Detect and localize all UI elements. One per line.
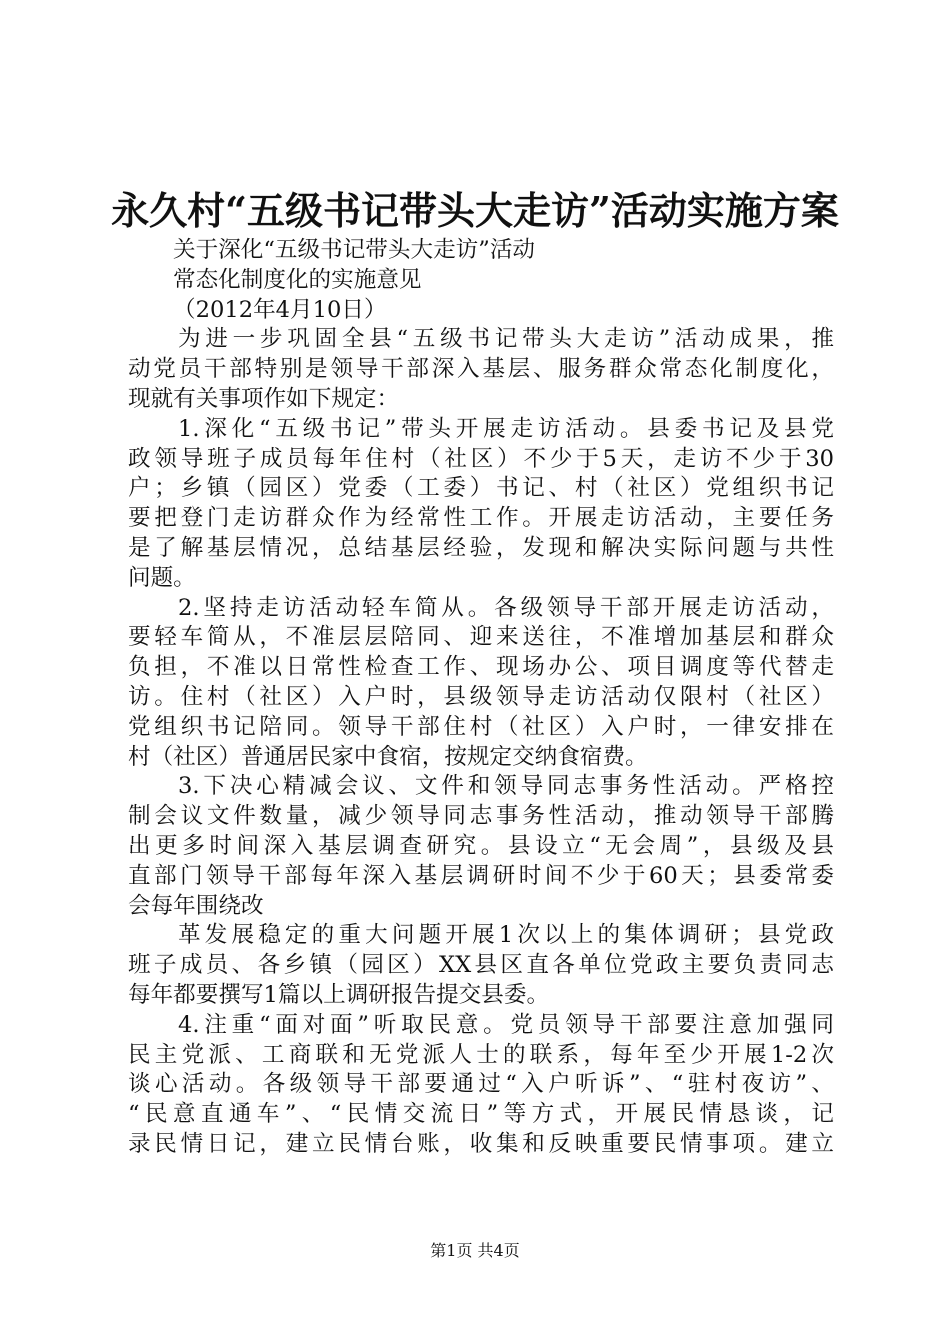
paragraph [128, 594, 834, 773]
text-line: 每年都要撰写1篇以上调研报告提交县委。 [128, 981, 550, 1008]
text-line: 要把登门走访群众作为经常性工作。开展走访活动，主要任务 [128, 505, 834, 532]
document-body [128, 236, 834, 1160]
text-line: 负担，不准以日常性检查工作、现场办公、项目调度等代替走 [128, 654, 834, 681]
intro-line: 常态化制度化的实施意见 [173, 266, 422, 293]
text-line: 谈心活动。各级领导干部要通过“入户听诉”、“驻村夜访”、 [128, 1071, 834, 1098]
text-line: 问题。 [128, 564, 196, 591]
page-footer: 第1页 共4页 [430, 1241, 520, 1260]
text-line: 班子成员、各乡镇（园区）XX县区直各单位党政主要负责同志 [128, 952, 834, 979]
text-line: 出更多时间深入基层调查研究。县设立“无会周”，县级及县 [128, 832, 834, 859]
text-line: 要轻车简从，不准层层陪同、迎来送往，不准增加基层和群众 [128, 624, 834, 651]
text-line: 会每年围绕改 [128, 892, 264, 919]
text-line: 制会议文件数量，减少领导同志事务性活动，推动领导干部腾 [128, 803, 834, 830]
document-title: 永久村“五级书记带头大走访”活动实施方案 [111, 188, 839, 233]
text-line: 4.注重“面对面”听取民意。党员领导干部要注意加强同 [178, 1011, 834, 1038]
paragraph [128, 325, 834, 414]
intro-line: 关于深化“五级书记带头大走访”活动 [173, 237, 536, 263]
text-line: “民意直通车”、“民情交流日”等方式，开展民情恳谈，记 [128, 1101, 834, 1128]
text-line: 访。住村（社区）入户时，县级领导走访活动仅限村（社区） [128, 683, 834, 710]
paragraph [128, 1011, 834, 1160]
paragraph [128, 772, 834, 921]
text-line: 现就有关事项作如下规定： [128, 385, 400, 412]
text-line: 动党员干部特别是领导干部深入基层、服务群众常态化制度化， [128, 356, 834, 383]
text-line: 3.下决心精减会议、文件和领导同志事务性活动。严格控 [178, 773, 834, 800]
text-line: 政领导班子成员每年住村（社区）不少于5天，走访不少于30 [128, 445, 834, 472]
text-line: 户；乡镇（园区）党委（工委）书记、村（社区）党组织书记 [128, 475, 834, 502]
text-line: 直部门领导干部每年深入基层调研时间不少于60天；县委常委 [128, 862, 834, 889]
text-line: 党组织书记陪同。领导干部住村（社区）入户时，一律安排在 [128, 713, 834, 740]
text-line: 是了解基层情况，总结基层经验，发现和解决实际问题与共性 [128, 534, 834, 561]
text-line: 革发展稳定的重大问题开展1次以上的集体调研；县党政 [178, 922, 834, 949]
intro-date: （2012年4月10日） [173, 296, 387, 323]
text-line: 录民情日记，建立民情台账，收集和反映重要民情事项。建立 [128, 1130, 834, 1157]
paragraph [128, 415, 834, 594]
text-line: 1.深化“五级书记”带头开展走访活动。县委书记及县党 [178, 415, 834, 442]
text-line: 为进一步巩固全县“五级书记带头大走访”活动成果，推 [178, 326, 834, 353]
text-line: 民主党派、工商联和无党派人士的联系，每年至少开展1-2次 [128, 1041, 834, 1068]
text-line: 村（社区）普通居民家中食宿，按规定交纳食宿费。 [128, 743, 648, 770]
paragraph [128, 921, 834, 1010]
text-line: 2.坚持走访活动轻车简从。各级领导干部开展走访活动， [178, 594, 834, 621]
